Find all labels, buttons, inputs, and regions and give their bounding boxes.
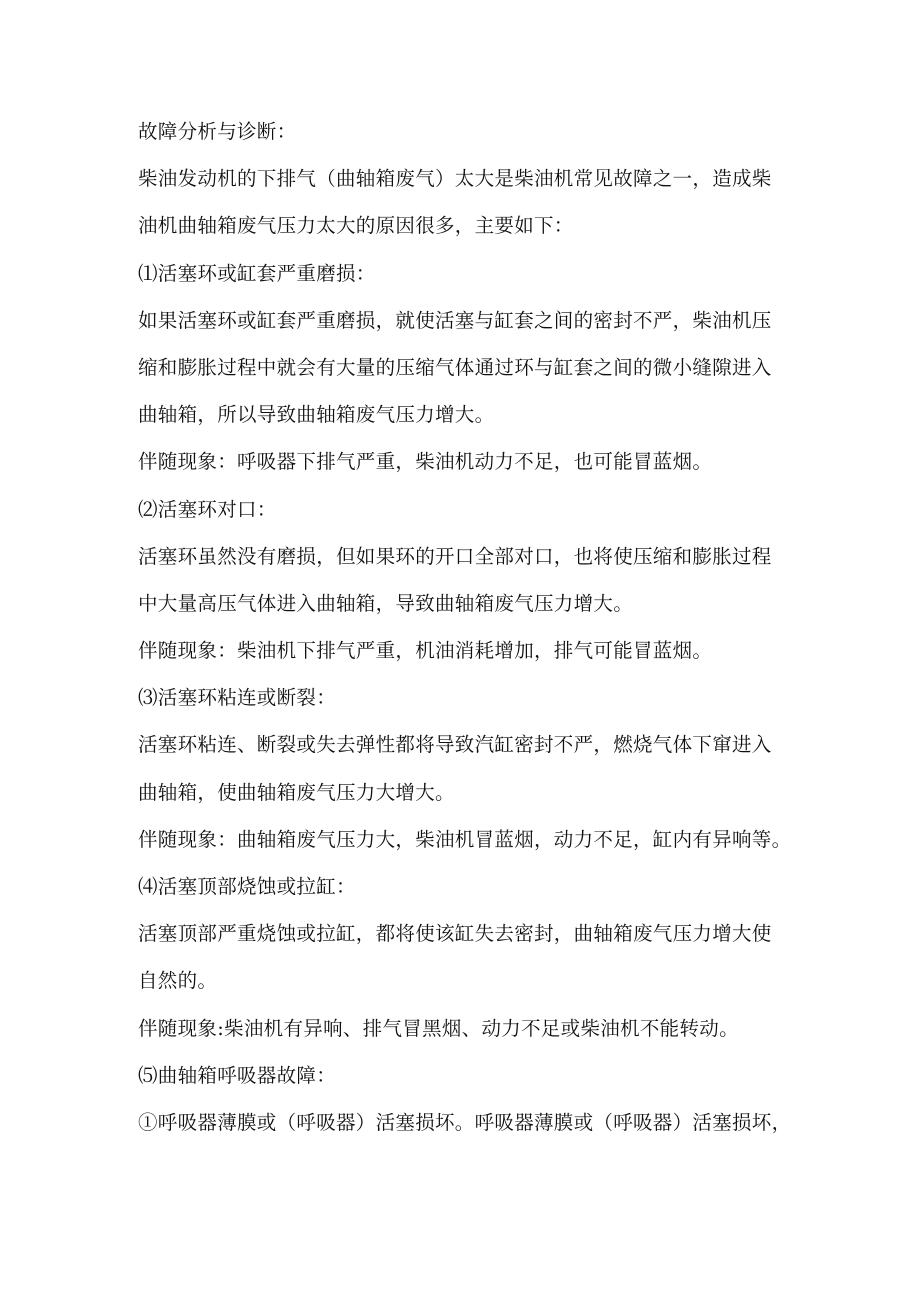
paragraph-line: 中大量高压气体进入曲轴箱，导致曲轴箱废气压力增大。 — [138, 591, 634, 615]
paragraph-line: 曲轴箱，使曲轴箱废气压力大增大。 — [138, 780, 455, 804]
symptom-line: 伴随现象：曲轴箱废气压力大，柴油机冒蓝烟，动力不足，缸内有异响等。 — [138, 827, 792, 851]
symptom-line: 伴随现象:柴油机有异响、排气冒黑烟、动力不足或柴油机不能转动。 — [138, 1016, 739, 1040]
paragraph-line: 曲轴箱，所以导致曲轴箱废气压力增大。 — [138, 403, 495, 427]
paragraph-line: ①呼吸器薄膜或（呼吸器）活塞损坏。呼吸器薄膜或（呼吸器）活塞损坏， — [138, 1110, 792, 1134]
symptom-line: 伴随现象：呼吸器下排气严重，柴油机动力不足，也可能冒蓝烟。 — [138, 450, 713, 474]
paragraph-line: 油机曲轴箱废气压力太大的原因很多，主要如下： — [138, 214, 574, 238]
item-heading-3: ⑶活塞环粘连或断裂： — [138, 686, 337, 710]
paragraph-line: 自然的。 — [138, 969, 218, 993]
paragraph-line: 柴油发动机的下排气（曲轴箱废气）太大是柴油机常见故障之一，造成柴 — [138, 167, 772, 191]
item-heading-1: ⑴活塞环或缸套严重磨损： — [138, 261, 376, 285]
symptom-line: 伴随现象：柴油机下排气严重，机油消耗增加，排气可能冒蓝烟。 — [138, 639, 713, 663]
item-heading-5: ⑸曲轴箱呼吸器故障： — [138, 1063, 337, 1087]
item-heading-2: ⑵活塞环对口： — [138, 497, 277, 521]
paragraph-line: 活塞环虽然没有磨损，但如果环的开口全部对口，也将使压缩和膨胀过程 — [138, 544, 772, 568]
paragraph-line: 缩和膨胀过程中就会有大量的压缩气体通过环与缸套之间的微小缝隙进入 — [138, 355, 772, 379]
paragraph-line: 活塞顶部严重烧蚀或拉缸，都将使该缸失去密封，曲轴箱废气压力增大使 — [138, 922, 772, 946]
paragraph-line: 如果活塞环或缸套严重磨损，就使活塞与缸套之间的密封不严，柴油机压 — [138, 308, 772, 332]
item-heading-4: ⑷活塞顶部烧蚀或拉缸： — [138, 875, 356, 898]
paragraph-line: 活塞环粘连、断裂或失去弹性都将导致汽缸密封不严，燃烧气体下窜进入 — [138, 733, 772, 757]
section-heading-fault-analysis: 故障分析与诊断： — [138, 120, 297, 143]
document-body — [138, 108, 798, 1146]
